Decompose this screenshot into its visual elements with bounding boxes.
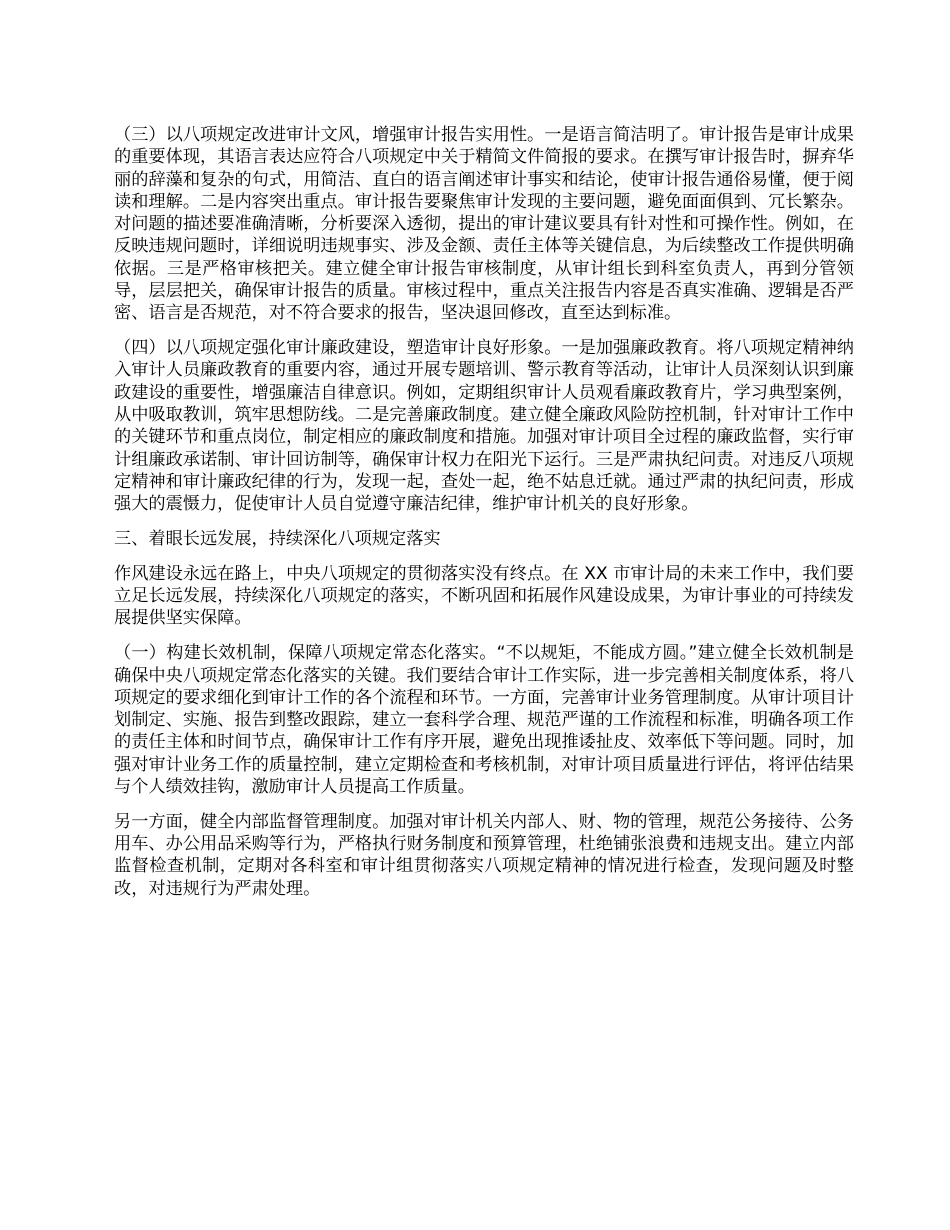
section-heading-long-term: 三、着眼长远发展，持续深化八项规定落实 <box>114 529 441 550</box>
document-page <box>114 124 854 913</box>
paragraph-audit-report-style: （三）以八项规定改进审计文风，增强审计报告实用性。一是语言简洁明了。审计报告是审计成果的重要体现，其语言表达应符合八项规定中关于精简文件简报的要求。在撰写审计报告时，摒弃华丽的辞藻和复杂的句式，用简洁、直白的语言阐述审计事实和结论，使审计报告通俗易懂，便于阅读和理解。二是内容突出重点。审计报告要聚焦审计发现的主要问题，避免面面俱到、冗长繁杂。对问题的描述要准确清晰，分析要深入透彻，提出的审计建议要具有针对性和可操作性。例如，在反映违规问题时，详细说明违规事实、涉及金额、责任主体等关键信息，为后续整改工作提供明确依据。三是严格审核把关。建立健全审计报告审核制度，从审计组长到科室负责人，再到分管领导，层层把关，确保审计报告的质量。审核过程中，重点关注报告内容是否真实准确、逻辑是否严密、语言是否规范，对不符合要求的报告，坚决退回修改，直至达到标准。 <box>114 125 854 324</box>
paragraph-internal-supervision: 另一方面，健全内部监督管理制度。加强对审计机关内部人、财、物的管理，规范公务接待、公务用车、办公用品采购等行为，严格执行财务制度和预算管理，杜绝铺张浪费和违规支出。建立内部监督检查机制，定期对各科室和审计组贯彻落实八项规定精神的情况进行检查，发现问题及时整改，对违规行为严肃处理。 <box>114 811 854 899</box>
paragraph-audit-integrity: （四）以八项规定强化审计廉政建设，塑造审计良好形象。一是加强廉政教育。将八项规定精神纳入审计人员廉政教育的重要内容，通过开展专题培训、警示教育等活动，让审计人员深刻认识到廉政建设的重要性，增强廉洁自律意识。例如，定期组织审计人员观看廉政教育片，学习典型案例，从中吸取教训，筑牢思想防线。二是完善廉政制度。建立健全廉政风险防控机制，针对审计工作中的关键环节和重点岗位，制定相应的廉政制度和措施。加强对审计项目全过程的廉政监督，实行审计组廉政承诺制、审计回访制等，确保审计权力在阳光下运行。三是严肃执纪问责。对违反八项规定精神和审计廉政纪律的行为，发现一起，查处一起，绝不姑息迁就。通过严肃的执纪问责，形成强大的震慑力，促使审计人员自觉遵守廉洁纪律，维护审计机关的良好形象。 <box>114 338 854 515</box>
paragraph-long-term-mechanism: （一）构建长效机制，保障八项规定常态化落实。“不以规矩，不能成方圆。”建立健全长效机制是确保中央八项规定常态化落实的关键。我们要结合审计工作实际，进一步完善相关制度体系，将八项规定的要求细化到审计工作的各个流程和环节。一方面，完善审计业务管理制度。从审计项目计划制定、实施、报告到整改跟踪，建立一套科学合理、规范严谨的工作流程和标准，明确各项工作的责任主体和时间节点，确保审计工作有序开展，避免出现推诿扯皮、效率低下等问题。同时，加强对审计业务工作的质量控制，建立定期检查和考核机制，对审计项目质量进行评估，将评估结果与个人绩效挂钩，激励审计人员提高工作质量。 <box>114 643 854 798</box>
paragraph-section-intro: 作风建设永远在路上，中央八项规定的贯彻落实没有终点。在 XX 市审计局的未来工作中，我们要立足长远发展，持续深化八项规定的落实，不断巩固和拓展作风建设成果，为审计事业的可持续发展提供坚实保障。 <box>114 563 854 629</box>
